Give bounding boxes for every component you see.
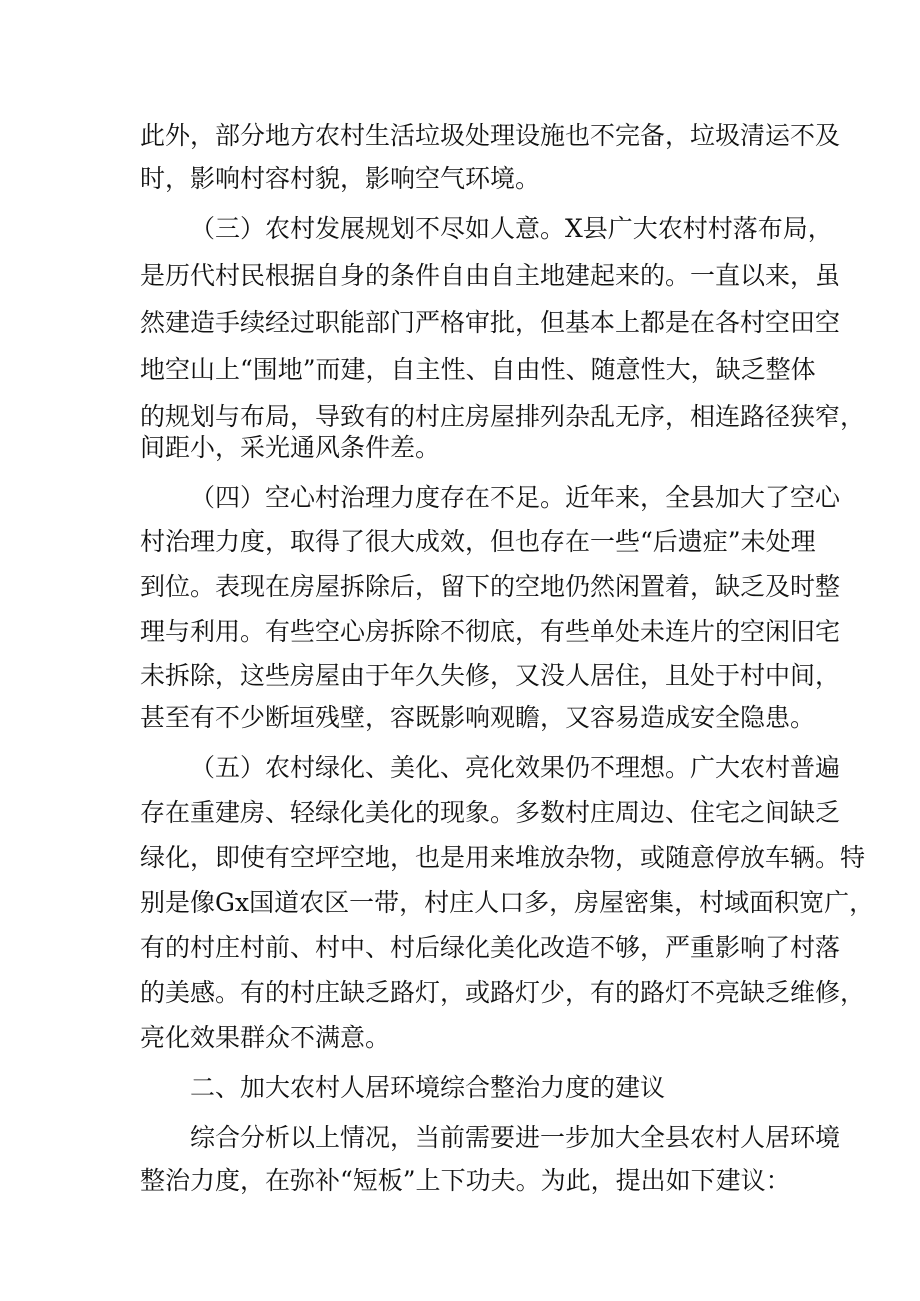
text-line: 存在重建房、轻绿化美化的现象。多数村庄周边、住宅之间缺乏 (140, 798, 841, 827)
text-line: 未拆除，这些房屋由于年久失修，又没人居住，且处于村中间， (140, 661, 841, 690)
text-line: 村治理力度，取得了很大成效，但也存在一些“后遗症”未处理 (140, 527, 816, 556)
paragraph-heading-line: （四）空心村治理力度存在不足。近年来，全县加大了空心 (190, 483, 841, 512)
text-line: 的美感。有的村庄缺乏路灯，或路灯少，有的路灯不亮缺乏维修， (140, 978, 866, 1007)
text-line: 此外，部分地方农村生活垃圾处理设施也不完备，垃圾清运不及 (140, 121, 841, 150)
text-line: 理与利用。有些空心房拆除不彻底，有些单处未连片的空闲旧宅 (140, 617, 841, 646)
section-heading: 二、加大农村人居环境综合整治力度的建议 (190, 1073, 666, 1102)
text-line: 整治力度，在弥补“短板”上下功夫。为此，提出如下建议： (140, 1166, 791, 1195)
text-line: 是历代村民根据自身的条件自由自主地建起来的。一直以来，虽 (140, 261, 841, 290)
text-line: 的规划与布局，导致有的村庄房屋排列杂乱无序，相连路径狭窄， (140, 402, 866, 431)
text-line: 时，影响村容村貌，影响空气环境。 (140, 164, 541, 193)
text-line: 到位。表现在房屋拆除后，留下的空地仍然闲置着，缺乏及时整 (140, 572, 841, 601)
paragraph-heading-line: （三）农村发展规划不尽如人意。X县广大农村村落布局， (190, 214, 833, 243)
text-line: 亮化效果群众不满意。 (140, 1023, 391, 1052)
text-line: 别是像Gx国道农区一带，村庄人口多，房屋密集，村域面积宽广， (140, 888, 875, 917)
text-line: 地空山上“围地”而建，自主性、自由性、随意性大，缺乏整体 (140, 355, 816, 384)
text-line: 甚至有不少断垣残壁，容既影响观瞻，又容易造成安全隐患。 (140, 703, 816, 732)
text-line: 有的村庄村前、村中、村后绿化美化改造不够，严重影响了村落 (140, 933, 841, 962)
paragraph-heading-line: （五）农村绿化、美化、亮化效果仍不理想。广大农村普遍 (190, 753, 841, 782)
paragraph-first-line: 综合分析以上情况，当前需要进一步加大全县农村人居环境 (190, 1123, 841, 1152)
text-line: 绿化，即使有空坪空地，也是用来堆放杂物，或随意停放车辆。特 (140, 843, 866, 872)
text-line: 间距小，采光通风条件差。 (140, 433, 441, 462)
text-line: 然建造手续经过职能部门严格审批，但基本上都是在各村空田空 (140, 308, 841, 337)
